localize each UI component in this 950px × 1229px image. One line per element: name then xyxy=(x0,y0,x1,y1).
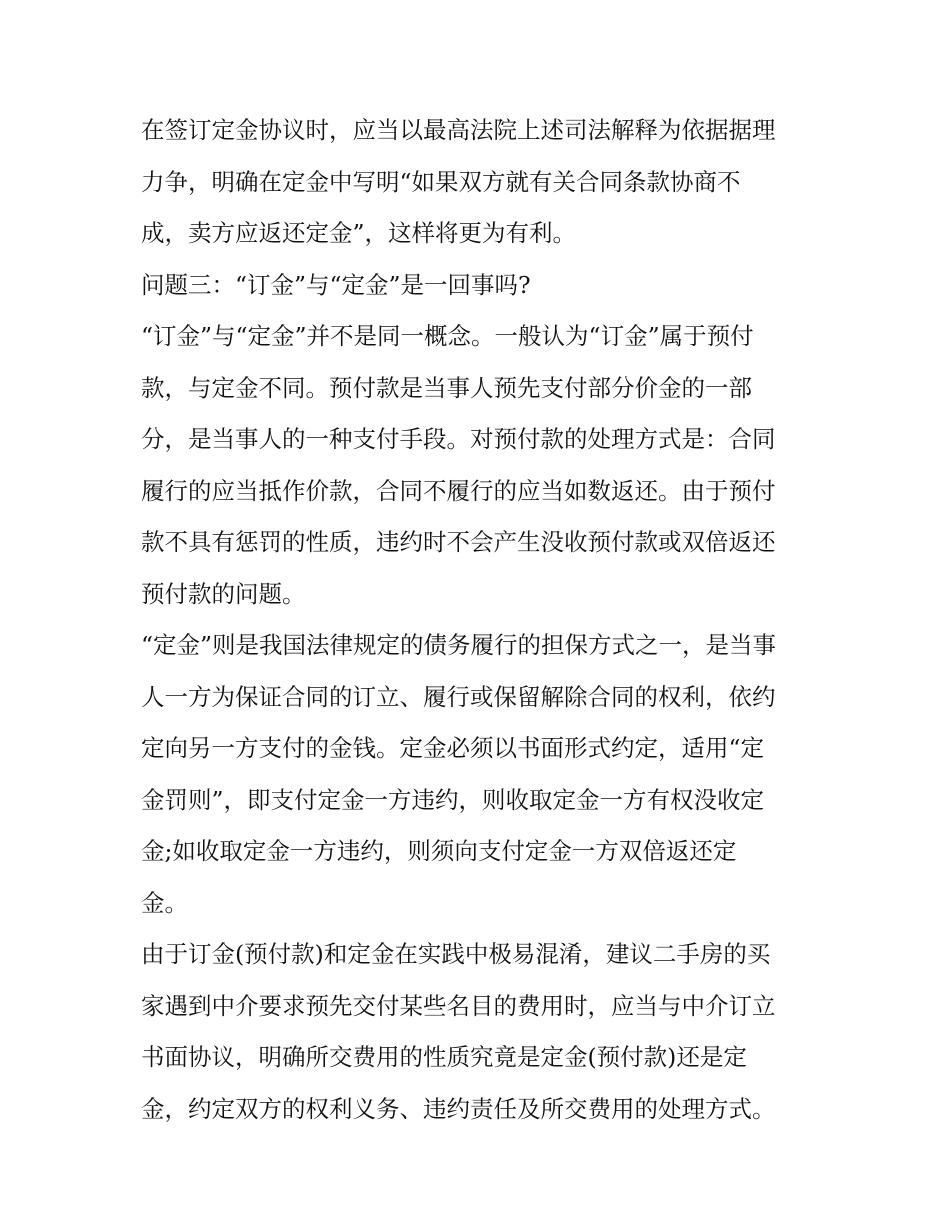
text-line: 人一方为保证合同的订立、履行或保留解除合同的权利，依约 xyxy=(141,682,776,711)
text-line: 分，是当事人的一种支付手段。对预付款的处理方式是：合同 xyxy=(141,425,776,453)
text-line: “订金”与“定金”并不是同一概念。一般认为“订金”属于预付 xyxy=(141,322,754,350)
text-line: 力争，明确在定金中写明“如果双方就有关合同条款协商不 xyxy=(141,167,741,196)
text-line: 成，卖方应返还定金”，这样将更为有利。 xyxy=(141,219,577,247)
text-line: 金。 xyxy=(141,888,188,917)
text-line: 在签订定金协议时，应当以最高法院上述司法解释为依据据理 xyxy=(141,116,776,144)
document-body xyxy=(141,110,821,1140)
text-line: 由于订金(预付款)和定金在实践中极易混淆，建议二手房的买 xyxy=(141,940,771,968)
text-line: 书面协议，明确所交费用的性质究竟是定金(预付款)还是定 xyxy=(141,1043,747,1071)
text-line: 家遇到中介要求预先交付某些名目的费用时，应当与中介订立 xyxy=(141,991,776,1020)
text-line: 预付款的问题。 xyxy=(141,579,306,608)
text-line: 金;如收取定金一方违约，则须向支付定金一方双倍返还定 xyxy=(141,837,737,865)
text-line: 金，约定双方的权利义务、违约责任及所交费用的处理方式。 xyxy=(141,1094,776,1123)
text-line: 金罚则”，即支付定金一方违约，则收取定金一方有权没收定 xyxy=(141,785,765,814)
text-line: 款不具有惩罚的性质，违约时不会产生没收预付款或双倍返还 xyxy=(141,528,776,556)
text-line: “定金”则是我国法律规定的债务履行的担保方式之一，是当事 xyxy=(141,631,777,659)
text-line: 定向另一方支付的金钱。定金必须以书面形式约定，适用“定 xyxy=(141,734,765,762)
text-line: 履行的应当抵作价款，合同不履行的应当如数返还。由于预付 xyxy=(141,476,776,505)
text-line: 款，与定金不同。预付款是当事人预先支付部分价金的一部 xyxy=(141,373,752,402)
question-heading: 问题三：“订金”与“定金”是一回事吗? xyxy=(141,270,531,299)
